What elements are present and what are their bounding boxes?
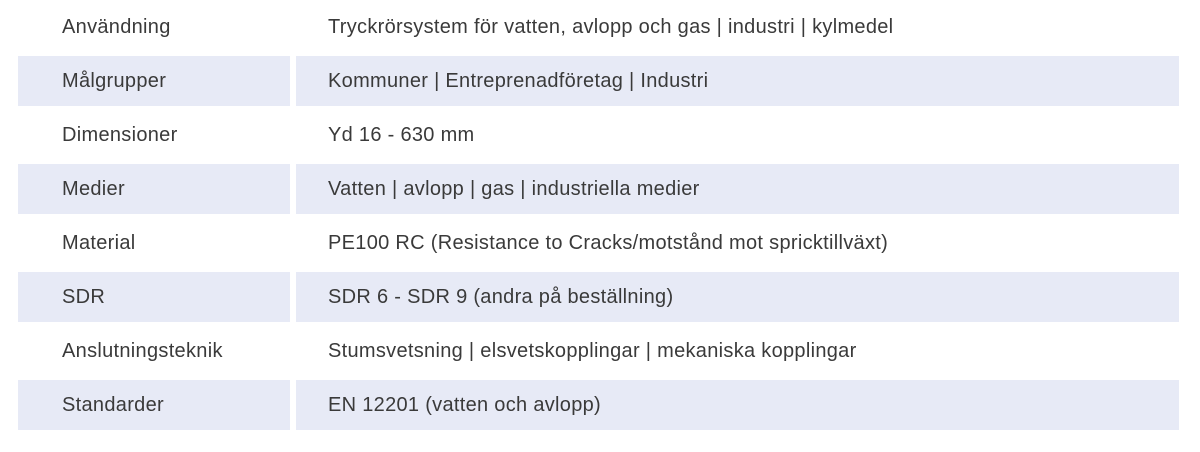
table-row-dimensioner (18, 110, 1179, 160)
spec-label: Användning (62, 15, 171, 38)
table-row-malgrupper (18, 56, 1179, 106)
table-row-anvandning (18, 2, 1179, 52)
spec-label: Dimensioner (62, 123, 178, 146)
table-row-anslutningsteknik (18, 326, 1179, 376)
spec-label: Standarder (18, 380, 290, 430)
spec-label: Material (62, 231, 136, 254)
spec-label: Medier (18, 164, 290, 214)
spec-value: Tryckrörsystem för vatten, avlopp och gas | industri | kylmedel (328, 15, 894, 38)
spec-value: Stumsvetsning | elsvetskopplingar | mekaniska kopplingar (328, 339, 857, 362)
spec-table (18, 2, 1179, 430)
table-row-medier (18, 164, 1179, 214)
spec-value: SDR 6 - SDR 9 (andra på beställning) (296, 272, 1179, 322)
spec-value: PE100 RC (Resistance to Cracks/motstånd mot spricktillväxt) (328, 231, 889, 254)
spec-label: Anslutningsteknik (62, 339, 223, 362)
table-row-material (18, 218, 1179, 268)
spec-label: Målgrupper (18, 56, 290, 106)
spec-value: Vatten | avlopp | gas | industriella medier (296, 164, 1179, 214)
table-row-standarder (18, 380, 1179, 430)
spec-value: Yd 16 - 630 mm (328, 123, 475, 146)
table-row-sdr (18, 272, 1179, 322)
spec-label: SDR (18, 272, 290, 322)
spec-value: EN 12201 (vatten och avlopp) (296, 380, 1179, 430)
spec-value: Kommuner | Entreprenadföretag | Industri (296, 56, 1179, 106)
